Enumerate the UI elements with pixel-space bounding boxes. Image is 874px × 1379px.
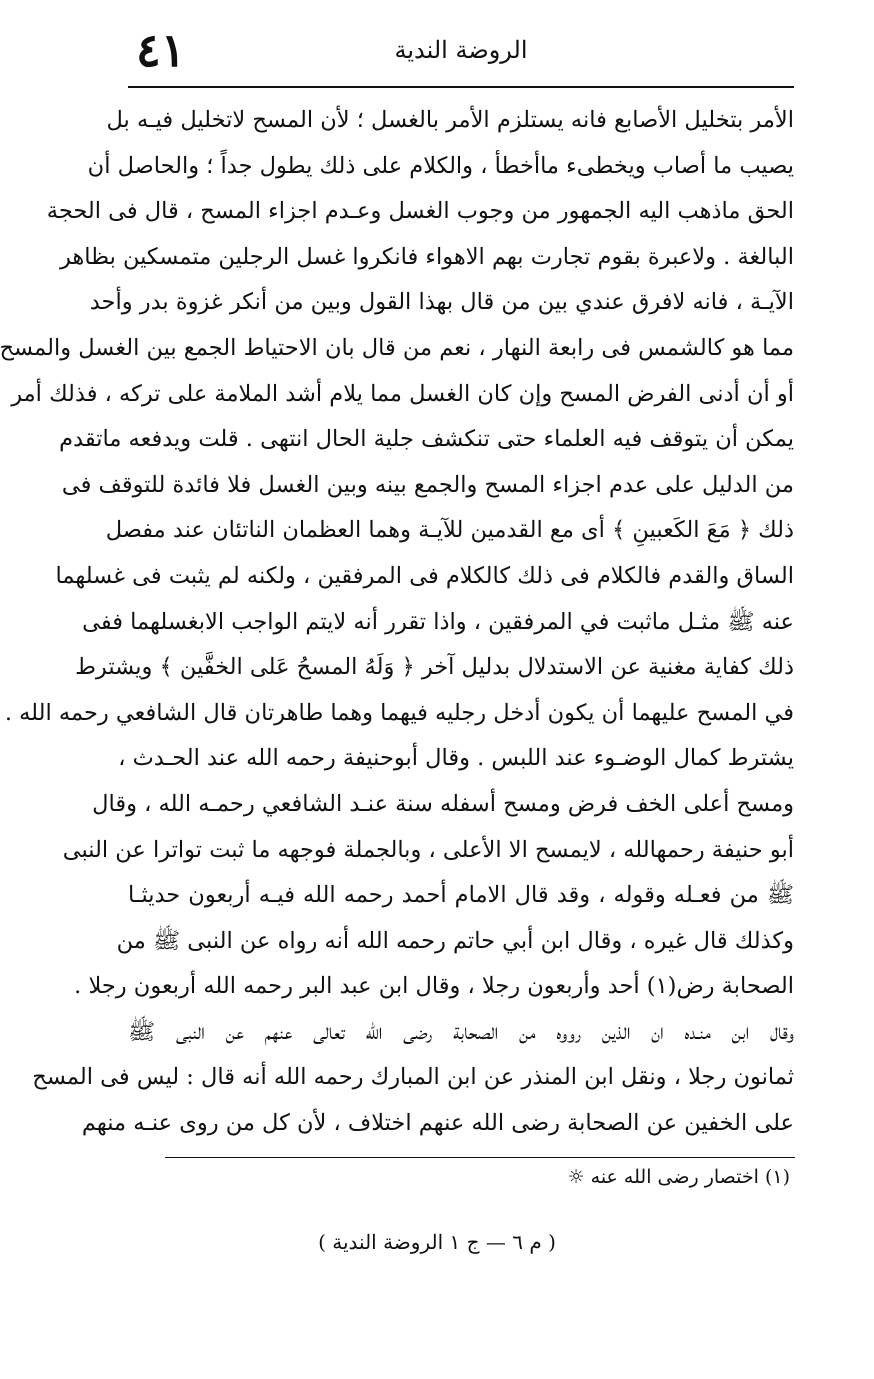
- page-header: [128, 20, 794, 88]
- text-line: ومسح أعلى الخف فرض ومسح أسفله سنة عنـد الشافعي رحمـه الله ، وقال: [92, 790, 794, 817]
- text-line: أو أن أدنى الفرض المسح وإن كان الغسل مما يلام أشد الملامة على تركه ، فذلك أمر: [11, 380, 794, 407]
- running-title: الروضة الندية: [394, 36, 528, 64]
- text-line: يصيب ما أصاب ويخطىء ماأخطأ ، والكلام على ذلك يطول جداً ؛ والحاصل أن: [87, 152, 794, 179]
- body-text: [0, 98, 794, 1147]
- footnote-rule: [165, 1157, 795, 1158]
- page-number: ٤١: [136, 23, 186, 77]
- text-line: الحق ماذهب اليه الجمهور من وجوب الغسل وعـدم اجزاء المسح ، قال فى الحجة: [46, 198, 794, 225]
- text-line: على الخفين عن الصحابة رضى الله عنهم اختلاف ، لأن كل من روى عنـه منهم: [81, 1110, 794, 1137]
- text-line: الساق والقدم فالكلام فى ذلك كالكلام فى المرفقين ، ولكنه لم يثبت فى غسلهما: [55, 562, 794, 589]
- text-line: ذلك كفاية مغنية عن الاستدلال بدليل آخر ﴿ وَلَهُ المسحُ عَلى الخفَّين ﴾ ويشترط: [75, 654, 794, 681]
- text-line: عنه ﷺ مثـل ماثبت في المرفقين ، واذا تقرر أنه لايتم الواجب الابغسلهما ففى: [82, 608, 794, 635]
- text-line: الأمر بتخليل الأصابع فانه يستلزم الأمر بالغسل ؛ لأن المسح لاتخليل فيـه بل: [106, 107, 794, 133]
- text-line: ﷺ من فعـله وقوله ، وقد قال الامام أحمد رحمه الله فيـه أربعون حديثـا: [128, 882, 794, 909]
- footnote: (١) اختصار رضى الله عنه ☼: [567, 1166, 790, 1188]
- text-line: أبو حنيفة رحمهالله ، لايمسح الا الأعلى ، وبالجملة فوجهه ما ثبت تواترا عن النبى: [62, 836, 794, 863]
- text-line: وكذلك قال غيره ، وقال ابن أبي حاتم رحمه الله أنه رواه عن النبى ﷺ من: [116, 927, 794, 954]
- text-line: البالغة . ولاعبرة بقوم تجارت بهم الاهواء فانكروا غسل الرجلين متمسكين بظاهر: [60, 243, 794, 270]
- text-line: الآيـة ، فانه لافرق عندي بين من قال بهذا القول وبين من أنكر غزوة بدر وأحد: [89, 289, 794, 316]
- text-line: يمكن أن يتوقف فيه العلماء حتى تنكشف جلية الحال انتهى . قلت ويدفعه ماتقدم: [59, 426, 794, 453]
- text-line: ذلك ﴿ مَعَ الكَعبينِ ﴾ أى مع القدمين للآيـة وهما العظمان الناتئان عند مفصل: [105, 517, 794, 544]
- text-line: ثمانون رجلا ، ونقل ابن المنذر عن ابن المبارك رحمه الله أنه قال : ليس فى المسح: [32, 1064, 794, 1091]
- text-line: مما هو كالشمس فى رابعة النهار ، نعم من قال بان الاحتياط الجمع بين الغسل والمسح: [0, 334, 794, 361]
- printer-signature: ( م ٦ — ج ١ الروضة الندية ): [318, 1230, 556, 1254]
- text-line: يشترط كمال الوضـوء عند اللبس . وقال أبوحنيفة رحمه الله عند الحـدث ،: [118, 745, 794, 772]
- header-rule: [128, 86, 794, 88]
- text-line: في المسح عليهما أن يكون أدخل رجليه فيهما وهما طاهرتان قال الشافعي رحمه الله .: [4, 699, 794, 726]
- text-line: من الدليل على عدم اجزاء المسح والجمع بينه وبين الغسل فلا فائدة للتوقف فى: [61, 471, 794, 498]
- text-line: وقال ابن منـده ان الذين رووه من الصحابة رضى الله تعالى عنهم عن النبى ﷺ: [128, 1018, 794, 1045]
- text-line: الصحابة رض(١) أحد وأربعون رجلا ، وقال ابن عبد البر رحمه الله أربعون رجلا .: [74, 973, 794, 1000]
